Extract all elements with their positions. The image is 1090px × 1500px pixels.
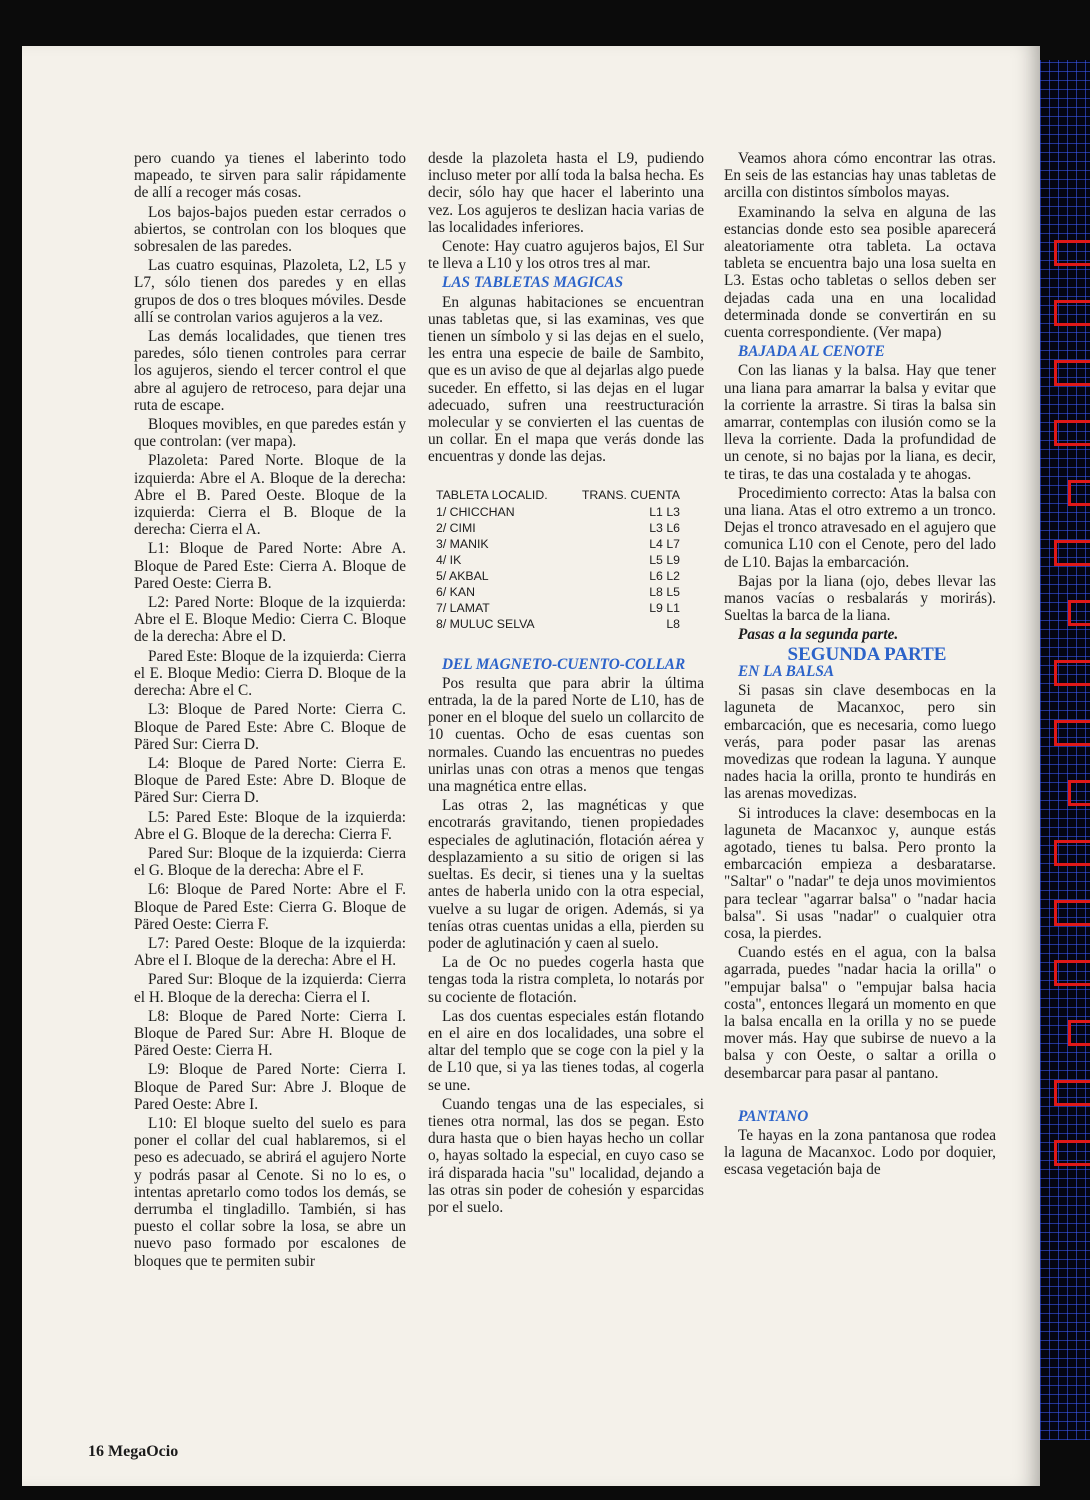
section-heading-pantano: PANTANO — [738, 1107, 809, 1125]
table-cell: L9 L1 — [649, 600, 680, 615]
column-1 — [134, 150, 406, 1270]
section-heading-cenote: BAJADA AL CENOTE — [738, 343, 885, 361]
paragraph: Cenote: Hay cuatro agujeros bajos, El Sur te lleva a L10 y los otros tres al mar. — [428, 238, 704, 273]
paragraph: Las demás localidades, que tienen tres paredes, sólo tienen controles para cerrar los agujeros, siendo el tercer control el que abre al agujero de retroceso, para dejar una ruta de escape. — [134, 328, 406, 414]
side-artwork-strip — [1040, 60, 1090, 1440]
table-cell: 6/ KAN — [436, 584, 475, 599]
paragraph: pero cuando ya tienes el laberinto todo mapeado, te sirven para salir rápidamente de allí a recoger más cosas. — [134, 150, 406, 202]
paragraph: Bloques movibles, en que paredes están y que controlan: (ver mapa). — [134, 416, 406, 451]
table-cell: 7/ LAMAT — [436, 600, 490, 615]
paragraph: L8: Bloque de Pared Norte: Cierra I. Bloque de Pared Sur: Abre H. Bloque de Päred Oeste: Cierra H. — [134, 1007, 406, 1060]
paragraph: Las dos cuentas especiales están flotando en el aire en dos localidades, una sobre el altar del templo que se coge con la piel y la de L10 que, si ya las tienes todas, al cogerla se une. — [428, 1007, 704, 1094]
paragraph: L4: Bloque de Pared Norte: Cierra E. Bloque de Pared Este: Abre D. Bloque de Päred Sur: Cierra D. — [134, 754, 406, 807]
paragraph: L3: Bloque de Pared Norte: Cierra C. Bloque de Pared Este: Abre C. Bloque de Päred Sur: Cierra D. — [134, 701, 406, 753]
tablet-table — [428, 486, 704, 632]
paragraph: desde la plazoleta hasta el L9, pudiendo incluso meter por allí toda la balsa hecha. Es decir, sólo hay que hacer el laberinto una vez. Los agujeros te deslizan hacia varias de las localidades inferiores. — [428, 150, 704, 236]
table-header-row — [428, 486, 704, 504]
table-cell: 1/ CHICCHAN — [436, 504, 515, 519]
paragraph: L2: Pared Norte: Bloque de la izquierda: Abre el E. Bloque Medio: Cierra C. Bloque de la derecha: Abre el D. — [134, 594, 406, 646]
table-cell: L6 L2 — [649, 568, 680, 583]
table-row — [428, 584, 704, 600]
table-row — [428, 504, 704, 520]
page-footer: 16 MegaOcio — [88, 1443, 179, 1460]
part-transition-note: Pasas a la segunda parte. — [738, 626, 899, 644]
paragraph: Examinando la selva en alguna de las estancias donde esto sea posible aparecerá aleatoriamente otra tableta. La octava tableta se encuentra bajo una losa suelta en L3. Estas ocho tabletas o sellos deben ser dejadas cada una en una localidad determinada donde se convertirán en su cuenta correspondiente. (Ver mapa) — [724, 203, 996, 342]
table-cell: L3 L6 — [649, 520, 680, 535]
column-2 — [428, 150, 704, 1216]
paragraph: Las otras 2, las magnéticas y que encotrarás gravitando, tienen propiedades especiales de aglutinación, flotación aérea y desplazamiento a su sitio de origen si las sueltas. Es decir, si tienes una y la sueltas antes de haberla unido con la otra especial, vuelve a su lugar de origen. Además, si ya tenías otras cuentas unidas a ella, pierden su poder de aglutinación y caen al suelo. — [428, 797, 704, 952]
paragraph: Con las lianas y la balsa. Hay que tener una liana para amarrar la balsa y evitar que la corriente la arrastre. Si tiras la balsa sin amarrar, contemplas con ilusión como se la lleva la corriente. Dada la profundidad de un cenote, si no bajas por la liana, es decir, te tiras, te das una costalada y te ahogas. — [724, 362, 996, 483]
table-cell: L1 L3 — [649, 504, 680, 519]
table-row — [428, 536, 704, 552]
paragraph: L9: Bloque de Pared Norte: Cierra I. Bloque de Pared Sur: Abre J. Bloque de Pared Oeste: Abre I. — [134, 1061, 406, 1113]
paragraph: L6: Bloque de Pared Norte: Abre el F. Bloque de Pared Este: Cierra G. Bloque de Päred Oeste: Cierra F. — [134, 881, 406, 933]
section-heading-collar: DEL MAGNETO-CUENTO-COLLAR — [442, 655, 686, 673]
paragraph: Veamos ahora cómo encontrar las otras. En seis de las estancias hay unas tabletas de arcilla con distintos símbolos mayas. — [724, 150, 996, 202]
paragraph: L1: Bloque de Pared Norte: Abre A. Bloque de Pared Este: Cierra A. Bloque de Pared Oeste: Cierra B. — [134, 540, 406, 592]
paragraph: L10: El bloque suelto del suelo es para poner el collar del cual hablaremos, si el peso es adecuado, se abrirá el agujero Norte y podrás pasar al Cenote. Si no lo es, o intentas apretarlo como todos los demás, se derrumba el tingladillo. También, si has puesto el collar sobre la losa, se abre un nuevo paso formado por escalones de bloques que te permiten subir — [134, 1114, 406, 1270]
table-cell: 4/ IK — [436, 552, 462, 567]
paragraph: Pos resulta que para abrir la última entrada, la de la pared Norte de L10, has de poner en el bloque del suelo un collarcito de 10 cuentas. Ocho de esas cuentas son normales. Cuando las encuentras no puedes unirlas unas con otras a menos que tengas una magnética entre ellas. — [428, 674, 704, 796]
part-title: SEGUNDA PARTE — [787, 643, 947, 665]
table-row — [428, 616, 704, 632]
paragraph: Los bajos-bajos pueden estar cerrados o abiertos, se controlan con los bloques que sobresalen de las paredes. — [134, 203, 406, 256]
table-cell: L5 L9 — [649, 552, 680, 567]
table-cell: 3/ MANIK — [436, 536, 489, 551]
table-header: TRANS. CUENTA — [581, 487, 680, 502]
paragraph: Pared Sur: Bloque de la izquierda: Cierra el H. Bloque de la derecha: Cierra el I. — [134, 971, 406, 1006]
table-cell: 8/ MULUC SELVA — [436, 616, 535, 631]
paragraph: Procedimiento correcto: Atas la balsa con una liana. Atas el otro extremo a un tronco. Dejas el tronco atravesado en el agujero que comunica L10 con el Cenote, pero del lado de L10. Bajas la embarcación. — [724, 484, 996, 571]
table-row — [428, 520, 704, 536]
table-cell: 2/ CIMI — [436, 520, 476, 535]
section-heading-tabletas: LAS TABLETAS MAGICAS — [442, 274, 624, 292]
paragraph: En algunas habitaciones se encuentran unas tabletas que, si las examinas, ves que tienen un símbolo y si las dejas en el suelo, les entra una especie de baile de Sambito, que es un aviso de que al dejarlas algo puede suceder. En effetto, si las dejas en el lugar adecuado, sufren una reestructuración molecular y se convierten el las cuentas de un collar. En el mapa que verás donde las encuentras y donde las dejas. — [428, 293, 704, 466]
paragraph: Bajas por la liana (ojo, debes llevar las manos vacías o resbalarás y morirás). Sueltas la barca de la liana. — [724, 572, 996, 625]
section-heading-balsa: EN LA BALSA — [738, 662, 835, 680]
table-row — [428, 600, 704, 616]
table-cell: L8 L5 — [649, 584, 680, 599]
table-cell: L4 L7 — [649, 536, 680, 551]
paragraph: Pared Sur: Bloque de la izquierda: Cierra el G. Bloque de la derecha: Abre el F. — [134, 844, 406, 880]
table-cell: L8 — [666, 616, 680, 631]
table-row — [428, 552, 704, 568]
column-3 — [724, 150, 996, 1179]
table-cell: 5/ AKBAL — [436, 568, 489, 583]
table-header: TABLETA LOCALID. — [436, 487, 548, 502]
table-row — [428, 568, 704, 584]
paragraph: Si introduces la clave: desembocas en la laguneta de Macanxoc y, aunque estás agotado, tienes tu balsa. Pero pronto la embarcación empieza a desbaratarse. "Saltar" o "nadar" te deja unos movimientos para teclear "agarrar balsa" o "nadar hacia balsa". Si usas "nadar" o cualquier otra cosa, la pierdes. — [724, 804, 996, 942]
paragraph: Si pasas sin clave desembocas en la laguneta de Macanxoc, pero sin embarcación, que es necesaria, como luego verás, para poder pasar las arenas movedizas que rodean la laguna. Y aunque nades hacia la orilla, pronto te hundirás en las arenas movedizas. — [724, 682, 996, 803]
paragraph: L7: Pared Oeste: Bloque de la izquierda: Abre el I. Bloque de la derecha: Abre el H. — [134, 934, 406, 970]
paragraph: Te hayas en la zona pantanosa que rodea la laguna de Macanxoc. Lodo por doquier, escasa vegetación baja de — [724, 1126, 996, 1179]
paragraph: Pared Este: Bloque de la izquierda: Cierra el E. Bloque Medio: Cierra D. Bloque de la derecha: Abre el C. — [134, 647, 406, 700]
paragraph: L5: Pared Este: Bloque de la izquierda: Abre el G. Bloque de la derecha: Cierra F. — [134, 808, 406, 843]
paragraph: La de Oc no puedes cogerla hasta que tengas toda la ristra completa, lo notarás por su cociente de flotación. — [428, 954, 704, 1006]
paragraph: Cuando estés en el agua, con la balsa agarrada, puedes "nadar hacia la orilla" o "empujar balsa" o "empujar balsa hacia costa", entonces llegará un momento en que la balsa encalla en la orilla y no se puede mover más. Hay que subirse de nuevo a la balsa y con Oeste, o saltar a orilla o desembarcar para pasar al pantano. — [724, 944, 996, 1082]
paragraph: Cuando tengas una de las especiales, si tienes otra normal, las dos se pegan. Esto dura hasta que o bien hayas hecho un collar o, hayas soltado la especial, en cuyo caso se irá disparada hacia "su" localidad, dejando a las otras sin poder de cohesión y esparcidas por el suelo. — [428, 1095, 704, 1216]
paragraph: Plazoleta: Pared Norte. Bloque de la izquierda: Abre el A. Bloque de la derecha: Abre el B. Pared Oeste. Bloque de la izquierda: Cierra el B. Bloque de la derecha: Cierra el A. — [134, 452, 406, 539]
paragraph: Las cuatro esquinas, Plazoleta, L2, L5 y L7, sólo tienen dos paredes y en ellas grupos de dos o tres bloques móviles. Desde allí se controlan varios agujeros a la vez. — [134, 257, 406, 326]
